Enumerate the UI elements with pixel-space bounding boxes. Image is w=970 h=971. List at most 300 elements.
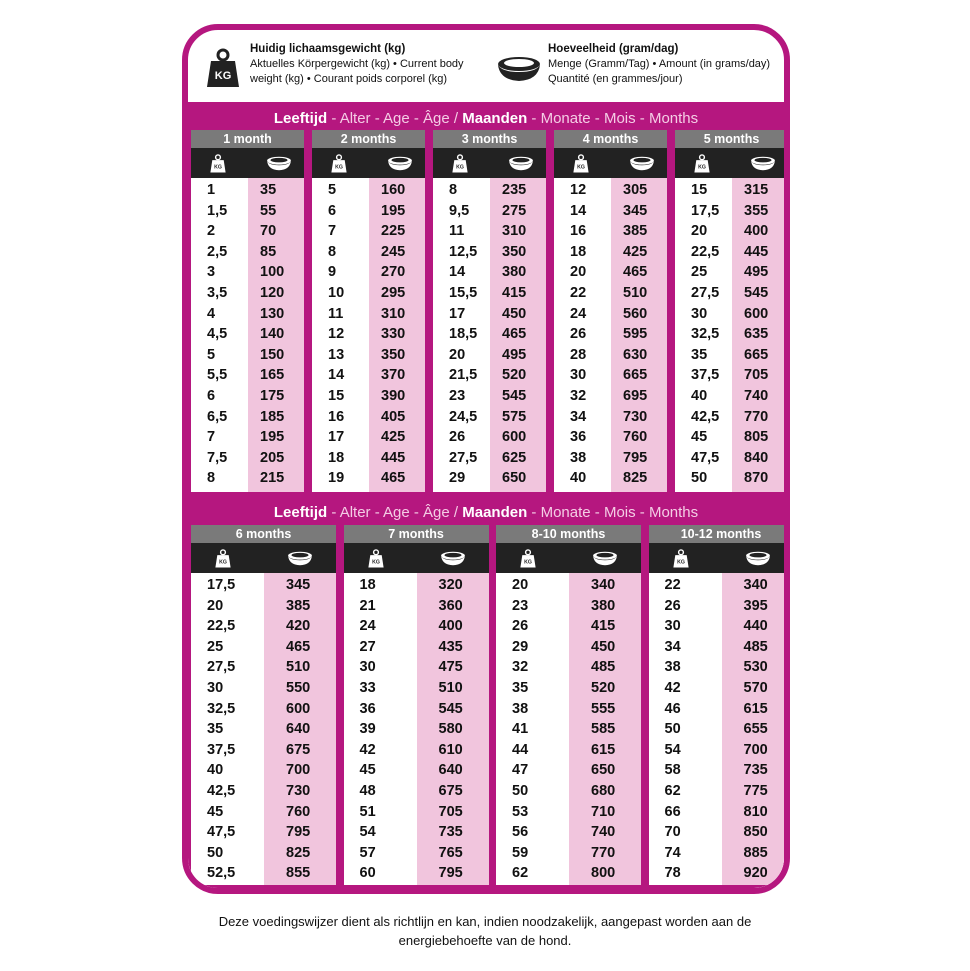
amount-cell: 195 [260,429,285,446]
amount-cell: 730 [286,782,311,799]
weight-cell: 52,5 [207,865,236,882]
table-row [649,575,791,596]
table-row [433,468,546,489]
amount-cell: 215 [260,470,285,487]
table-row [554,201,667,222]
table-row [433,221,546,242]
weight-cell: 14 [449,264,466,281]
table-row [675,180,788,201]
amount-cell: 550 [286,679,311,696]
amount-cell: 440 [743,618,768,635]
weight-cell: 26 [512,618,529,635]
amount-cell: 310 [381,305,406,322]
footer-note [140,912,830,950]
table-row [554,324,667,345]
weight-cell: 50 [664,721,681,738]
table-row [191,863,336,884]
table-row [554,242,667,263]
weight-cell: 50 [512,782,529,799]
weight-cell: 9,5 [449,202,470,219]
weight-cell: 37,5 [691,367,720,384]
weight-cell: 5 [207,346,216,363]
weight-cell: 22,5 [691,243,720,260]
weight-cell: 20 [691,223,708,240]
table-row [344,740,489,761]
amount-cell: 545 [438,700,463,717]
table-row [496,843,641,864]
weight-cell: 30 [664,618,681,635]
feeding-table [554,130,667,492]
weight-cell: 29 [449,470,466,487]
weight-cell: 19 [328,470,345,487]
food-bowl-icon [750,155,776,172]
age-translations: - Alter - Age - Âge / [327,110,463,127]
weight-cell: 22 [570,284,587,301]
weight-cell: 50 [207,844,224,861]
table-row [191,575,336,596]
table-row [496,781,641,802]
feeding-table [433,130,546,492]
weight-cell: 30 [691,305,708,322]
amount-cell: 295 [381,284,406,301]
table-row [191,407,304,428]
weight-cell: 53 [512,803,529,820]
weight-cell: 33 [359,679,376,696]
table-row [649,822,791,843]
amount-cell: 770 [744,408,769,425]
weight-cell: 51 [359,803,376,820]
svg-text:KG: KG [524,559,532,566]
amount-cell: 545 [744,284,769,301]
amount-cell: 185 [260,408,285,425]
amount-cell: 700 [743,741,768,758]
legend-weight-line2: weight (kg) • Courant poids corporel (kg) [250,73,448,85]
amount-cell: 640 [438,762,463,779]
weight-cell: 62 [664,782,681,799]
table-row [344,616,489,637]
svg-text:KG: KG [698,164,706,171]
amount-cell: 425 [623,243,648,260]
table-row [675,407,788,428]
table-row [344,575,489,596]
weight-cell: 62 [512,865,529,882]
icon-row [649,543,791,573]
table-row [554,468,667,489]
amount-cell: 740 [591,824,616,841]
weight-cell: 8 [449,182,458,198]
weight-cell: 26 [570,326,587,343]
weight-cell: 1 [207,182,216,198]
weight-cell: 18,5 [449,326,478,343]
weight-cell: 5,5 [207,367,228,384]
table-row [496,678,641,699]
age-column-header: 4 months [554,130,667,148]
table-row [191,822,336,843]
table-row [191,180,304,201]
table-row [675,242,788,263]
top-band-title [188,110,784,127]
table-row [312,365,425,386]
amount-cell: 795 [438,865,463,882]
food-bowl-icon [266,155,292,172]
table-row [496,760,641,781]
weight-cell: 2,5 [207,243,228,260]
weight-cell: 38 [512,700,529,717]
weight-cell: 24 [570,305,587,322]
weight-cell: 46 [664,700,681,717]
kg-weight-icon [367,549,385,568]
table-row [191,283,304,304]
amount-cell: 510 [286,659,311,676]
icon-row [675,148,788,178]
amount-cell: 330 [381,326,406,343]
amount-cell: 740 [744,387,769,404]
weight-cell: 39 [359,721,376,738]
table-row [191,262,304,283]
amount-cell: 395 [743,597,768,614]
amount-cell: 800 [591,865,616,882]
amount-cell: 390 [381,387,406,404]
amount-cell: 825 [286,844,311,861]
weight-cell: 30 [570,367,587,384]
table-row [649,616,791,637]
weight-cell: 54 [359,824,376,841]
table-row [433,262,546,283]
amount-cell: 600 [502,429,527,446]
table-row [344,596,489,617]
age-column-header: 1 month [191,130,304,148]
table-row [191,324,304,345]
table-row [433,324,546,345]
amount-cell: 570 [743,679,768,696]
weight-cell: 15 [691,182,708,198]
amount-cell: 680 [591,782,616,799]
icon-row [554,148,667,178]
weight-cell: 6 [207,387,216,404]
amount-cell: 350 [502,243,527,260]
amount-cell: 805 [744,429,769,446]
weight-cell: 25 [691,264,708,281]
amount-cell: 630 [623,346,648,363]
food-bowl-icon [629,155,655,172]
svg-text:KG: KG [219,559,227,566]
amount-cell: 495 [502,346,527,363]
weight-cell: 42,5 [207,782,236,799]
table-row [433,304,546,325]
amount-cell: 650 [502,470,527,487]
weight-cell: 4 [207,305,216,322]
weight-cell: 40 [207,762,224,779]
table-row [554,386,667,407]
weight-cell: 35 [691,346,708,363]
amount-cell: 55 [260,202,277,219]
table-row [191,657,336,678]
amount-cell: 710 [591,803,616,820]
age-column-header: 10-12 months [649,525,791,543]
legend-amount-line1: Menge (Gramm/Tag) • Amount (in grams/day) [548,58,771,70]
table-row [191,427,304,448]
age-column-header: 3 months [433,130,546,148]
amount-cell: 225 [381,223,406,240]
amount-cell: 175 [260,387,285,404]
amount-cell: 920 [743,865,768,882]
table-row [675,201,788,222]
weight-cell: 29 [512,638,529,655]
table-row [675,324,788,345]
amount-cell: 445 [744,243,769,260]
table-row [554,407,667,428]
table-row [312,201,425,222]
weight-cell: 47 [512,762,529,779]
amount-cell: 735 [438,824,463,841]
table-row [191,596,336,617]
table-row [649,843,791,864]
table-row [554,345,667,366]
table-row [312,427,425,448]
weight-cell: 20 [570,264,587,281]
icon-row [191,543,336,573]
table-row [344,657,489,678]
food-bowl-icon [508,155,534,172]
table-row [433,201,546,222]
amount-cell: 840 [744,449,769,466]
months-label: Maanden [462,504,528,521]
amount-cell: 270 [381,264,406,281]
amount-cell: 315 [744,182,769,198]
table-row [312,448,425,469]
table-row [554,304,667,325]
amount-cell: 445 [381,449,406,466]
table-row [433,386,546,407]
table-row [191,304,304,325]
table-row [191,740,336,761]
weight-cell: 17 [449,305,466,322]
amount-cell: 35 [260,182,277,198]
svg-text:KG: KG [456,164,464,171]
kg-weight-icon [672,549,690,568]
weight-cell: 16 [570,223,587,240]
weight-cell: 3,5 [207,284,228,301]
legend-weight [206,42,540,87]
table-row [312,283,425,304]
weight-cell: 27,5 [691,284,720,301]
amount-cell: 340 [591,577,616,593]
weight-cell: 58 [664,762,681,779]
amount-cell: 85 [260,243,277,260]
amount-cell: 850 [743,824,768,841]
feeding-table [649,525,791,885]
amount-cell: 695 [623,387,648,404]
months-label: Maanden [462,110,528,127]
weight-cell: 12 [570,182,587,198]
table-row [496,657,641,678]
weight-cell: 14 [328,367,345,384]
table-row [191,386,304,407]
amount-cell: 810 [743,803,768,820]
amount-cell: 450 [591,638,616,655]
weight-cell: 15,5 [449,284,478,301]
weight-cell: 13 [328,346,345,363]
table-row [433,427,546,448]
amount-cell: 370 [381,367,406,384]
table-row [191,448,304,469]
amount-cell: 510 [438,679,463,696]
amount-cell: 245 [381,243,406,260]
weight-cell: 28 [570,346,587,363]
weight-cell: 18 [359,577,376,593]
legend-weight-line1: Aktuelles Körpergewicht (kg) • Current body [250,58,464,70]
weight-cell: 18 [328,449,345,466]
weight-cell: 17,5 [691,202,720,219]
feeding-table [344,525,489,885]
weight-cell: 5 [328,182,337,198]
table-row [496,575,641,596]
feeding-table [191,525,336,885]
table-row [433,407,546,428]
table-row [649,596,791,617]
food-bowl-icon [592,550,618,567]
table-row [312,407,425,428]
kg-weight-icon [451,154,469,173]
table-row [649,802,791,823]
amount-cell: 870 [744,470,769,487]
table-row [675,262,788,283]
weight-cell: 1,5 [207,202,228,219]
table-row [496,740,641,761]
table-row [344,822,489,843]
table-row [675,304,788,325]
weight-cell: 20 [512,577,529,593]
table-row [191,678,336,699]
table-row [433,345,546,366]
weight-cell: 34 [570,408,587,425]
weight-cell: 18 [570,243,587,260]
amount-cell: 775 [743,782,768,799]
amount-cell: 640 [286,721,311,738]
weight-cell: 21,5 [449,367,478,384]
amount-cell: 700 [286,762,311,779]
weight-cell: 7 [328,223,337,240]
amount-cell: 705 [438,803,463,820]
amount-cell: 320 [438,577,463,593]
weight-cell: 20 [449,346,466,363]
table-row [191,242,304,263]
amount-cell: 275 [502,202,527,219]
icon-row [344,543,489,573]
amount-cell: 165 [260,367,285,384]
amount-cell: 405 [381,408,406,425]
legend-weight-title: Huidig lichaamsgewicht (kg) [250,43,406,55]
weight-cell: 70 [664,824,681,841]
table-row [554,180,667,201]
amount-cell: 580 [438,721,463,738]
weight-cell: 23 [449,387,466,404]
amount-cell: 560 [623,305,648,322]
table-row [191,843,336,864]
table-row [649,863,791,884]
table-row [433,242,546,263]
table-row [675,468,788,489]
table-row [554,427,667,448]
table-row [649,699,791,720]
amount-cell: 415 [502,284,527,301]
table-row [675,427,788,448]
amount-cell: 615 [591,741,616,758]
amount-cell: 625 [502,449,527,466]
amount-cell: 420 [286,618,311,635]
weight-cell: 42 [359,741,376,758]
footer-line2: energiebehoefte van de hond. [398,933,572,948]
legend-amount [496,42,790,87]
table-row [433,448,546,469]
amount-cell: 665 [623,367,648,384]
amount-cell: 855 [286,865,311,882]
amount-cell: 600 [744,305,769,322]
table-row [191,345,304,366]
table-row [649,781,791,802]
weight-cell: 45 [207,803,224,820]
amount-cell: 120 [260,284,285,301]
table-row [496,699,641,720]
table-row [496,822,641,843]
table-row [191,781,336,802]
feeding-guide-card [182,24,790,894]
amount-cell: 825 [623,470,648,487]
amount-cell: 795 [286,824,311,841]
kg-weight-icon [330,154,348,173]
weight-cell: 20 [207,597,224,614]
table-row [649,657,791,678]
feeding-table [496,525,641,885]
weight-cell: 37,5 [207,741,236,758]
months-translations: - Monate - Mois - Months [527,110,699,127]
amount-cell: 465 [381,470,406,487]
svg-text:KG: KG [577,164,585,171]
amount-cell: 495 [744,264,769,281]
weight-cell: 56 [512,824,529,841]
table-row [344,699,489,720]
weight-cell: 11 [328,305,344,322]
weight-cell: 4,5 [207,326,228,343]
feeding-table [191,130,304,492]
amount-cell: 635 [744,326,769,343]
weight-cell: 32 [512,659,529,676]
table-row [344,781,489,802]
table-row [312,386,425,407]
age-label: Leeftijd [273,110,328,127]
icon-row [433,148,546,178]
table-row [191,802,336,823]
amount-cell: 345 [286,577,311,593]
amount-cell: 425 [381,429,406,446]
kg-weight-icon [206,48,240,88]
weight-cell: 57 [359,844,376,861]
amount-cell: 530 [743,659,768,676]
icon-row [496,543,641,573]
legend-amount-line2: Quantité (en grammes/jour) [548,73,683,85]
kg-weight-icon [693,154,711,173]
weight-cell: 66 [664,803,681,820]
amount-cell: 345 [623,202,648,219]
weight-cell: 40 [570,470,587,487]
weight-cell: 16 [328,408,345,425]
amount-cell: 450 [502,305,527,322]
table-row [675,386,788,407]
table-row [649,719,791,740]
amount-cell: 675 [286,741,311,758]
svg-text:KG: KG [214,164,222,171]
kg-weight-icon [519,549,537,568]
